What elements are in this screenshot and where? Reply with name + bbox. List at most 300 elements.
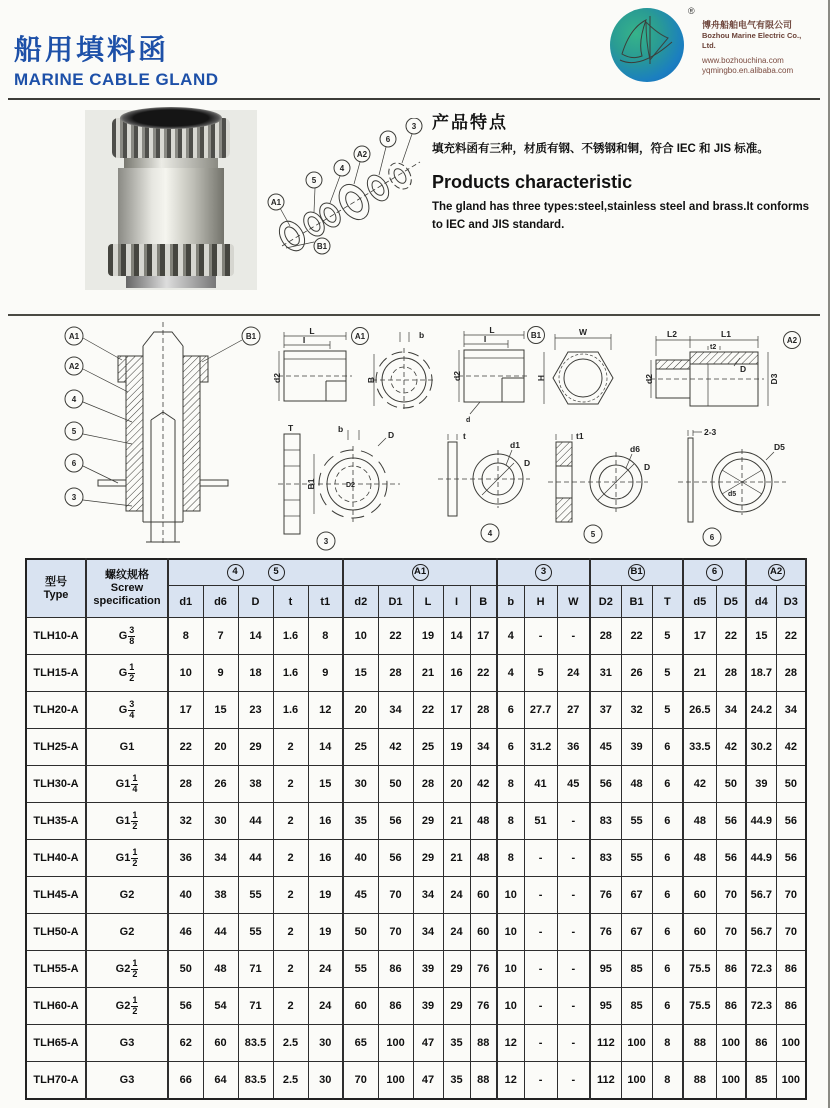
value-cell: 1.6 <box>273 655 308 692</box>
value-cell: 31 <box>590 655 621 692</box>
callout-label: A1 <box>270 198 282 207</box>
screw-cell <box>86 877 168 914</box>
callout-label: 4 <box>339 164 345 173</box>
dim-label: t <box>463 431 466 441</box>
callout-label: 6 <box>71 459 77 468</box>
value-cell: 1.6 <box>273 692 308 729</box>
value-cell: 48 <box>470 803 497 840</box>
value-cell: 42 <box>470 766 497 803</box>
value-cell: 1.6 <box>273 618 308 655</box>
value-cell: 44.9 <box>746 840 776 877</box>
type-cell: TLH70-A <box>26 1062 86 1100</box>
value-cell: 86 <box>716 951 746 988</box>
value-cell: 21 <box>683 655 716 692</box>
callout-label: A1 <box>354 332 366 341</box>
value-cell: 24.2 <box>746 692 776 729</box>
value-cell: 60 <box>683 877 716 914</box>
sail-icon <box>610 8 684 82</box>
part-group-header <box>590 559 683 586</box>
callout-label: B1 <box>530 331 542 340</box>
value-cell: 35 <box>443 1062 470 1100</box>
part6-detail-drawing <box>678 424 790 548</box>
value-cell: 50 <box>378 766 413 803</box>
dim-label: d <box>466 417 471 424</box>
screw-cell <box>86 988 168 1025</box>
value-cell: 21 <box>443 840 470 877</box>
value-cell: 12 <box>308 692 343 729</box>
dim-label: D <box>740 364 747 374</box>
value-cell: 35 <box>443 1025 470 1062</box>
value-cell: - <box>557 951 590 988</box>
screw-spec: G2 <box>119 926 135 938</box>
value-cell: - <box>557 618 590 655</box>
callout-label: 5 <box>71 427 77 436</box>
dim-column-header: b <box>497 586 524 618</box>
value-cell: 6 <box>497 692 524 729</box>
circled-part-label: 4 <box>227 564 244 581</box>
value-cell: 95 <box>590 951 621 988</box>
exploded-diagram <box>262 118 432 296</box>
value-cell: 70 <box>776 914 806 951</box>
value-cell: 2 <box>273 803 308 840</box>
value-cell: 30 <box>343 766 378 803</box>
value-cell: 40 <box>168 877 203 914</box>
value-cell: 88 <box>683 1025 716 1062</box>
logo-globe-sail-icon <box>610 8 684 82</box>
value-cell: 56 <box>590 766 621 803</box>
value-cell: 45 <box>557 766 590 803</box>
table-row <box>26 1062 806 1100</box>
value-cell: 71 <box>238 988 273 1025</box>
value-cell: 37 <box>590 692 621 729</box>
table-row <box>26 877 806 914</box>
value-cell: 22 <box>470 655 497 692</box>
type-cell: TLH35-A <box>26 803 86 840</box>
spec-table <box>25 558 807 1100</box>
value-cell: 75.5 <box>683 988 716 1025</box>
value-cell: 76 <box>470 988 497 1025</box>
callout-label: 3 <box>71 493 77 502</box>
value-cell: 85 <box>621 951 652 988</box>
callout-label: 4 <box>487 529 493 538</box>
dim-column-header: D <box>238 586 273 618</box>
value-cell: 56 <box>716 803 746 840</box>
value-cell: 10 <box>168 655 203 692</box>
gland-neck <box>124 158 218 168</box>
value-cell: 55 <box>343 951 378 988</box>
dim-column-header: D2 <box>590 586 621 618</box>
value-cell: 2 <box>273 914 308 951</box>
value-cell: 6 <box>652 840 683 877</box>
value-cell: 76 <box>470 951 497 988</box>
table-row <box>26 655 806 692</box>
value-cell: 39 <box>746 766 776 803</box>
value-cell: 46 <box>168 914 203 951</box>
value-cell: 2.5 <box>273 1025 308 1062</box>
value-cell: 83.5 <box>238 1062 273 1100</box>
gland-flange <box>126 276 216 288</box>
value-cell: 34 <box>203 840 238 877</box>
value-cell: 70 <box>378 877 413 914</box>
value-cell: 24 <box>308 988 343 1025</box>
value-cell: - <box>557 988 590 1025</box>
value-cell: 76 <box>590 914 621 951</box>
value-cell: 88 <box>470 1062 497 1100</box>
dim-column-header: d6 <box>203 586 238 618</box>
value-cell: 60 <box>683 914 716 951</box>
value-cell: 15 <box>308 766 343 803</box>
value-cell: 50 <box>716 766 746 803</box>
screw-cell <box>86 655 168 692</box>
value-cell: 5 <box>652 692 683 729</box>
value-cell: 50 <box>343 914 378 951</box>
part3-detail-drawing <box>278 424 403 551</box>
dim-column-header: t1 <box>308 586 343 618</box>
table-group-header-row <box>26 559 806 586</box>
value-cell: 27.7 <box>524 692 557 729</box>
value-cell: 51 <box>524 803 557 840</box>
value-cell: 6 <box>652 988 683 1025</box>
value-cell: 60 <box>470 914 497 951</box>
dim-label: L2 <box>667 329 677 339</box>
value-cell: 83.5 <box>238 1025 273 1062</box>
value-cell: 2 <box>273 877 308 914</box>
value-cell: 34 <box>716 692 746 729</box>
value-cell: 112 <box>590 1062 621 1100</box>
value-cell: 100 <box>621 1025 652 1062</box>
value-cell: 40 <box>343 840 378 877</box>
dim-column-header: B <box>470 586 497 618</box>
dim-column-header: d1 <box>168 586 203 618</box>
screw-spec: G1 $\frac{1}{2}$ <box>115 847 138 868</box>
value-cell: - <box>524 618 557 655</box>
value-cell: 86 <box>746 1025 776 1062</box>
value-cell: 100 <box>776 1062 806 1100</box>
value-cell: 56 <box>378 803 413 840</box>
value-cell: 28 <box>716 655 746 692</box>
value-cell: 48 <box>203 951 238 988</box>
value-cell: 56 <box>776 803 806 840</box>
value-cell: 8 <box>308 618 343 655</box>
callout-label: B1 <box>245 332 257 341</box>
value-cell: 83 <box>590 840 621 877</box>
value-cell: 29 <box>413 803 443 840</box>
value-cell: 10 <box>497 988 524 1025</box>
callout-label: 6 <box>385 135 391 144</box>
value-cell: 12 <box>497 1062 524 1100</box>
col-header-type: 型号 Type <box>26 559 86 618</box>
value-cell: 72.3 <box>746 988 776 1025</box>
value-cell: 56 <box>378 840 413 877</box>
value-cell: 25 <box>343 729 378 766</box>
screw-spec: G2 $\frac{1}{2}$ <box>115 958 138 979</box>
dim-column-header: D1 <box>378 586 413 618</box>
value-cell: 6 <box>652 766 683 803</box>
gland-top-nut <box>112 118 230 158</box>
value-cell: 30.2 <box>746 729 776 766</box>
value-cell: 47 <box>413 1025 443 1062</box>
table-row <box>26 988 806 1025</box>
value-cell: 10 <box>343 618 378 655</box>
dim-label: D2 <box>346 482 355 489</box>
value-cell: 10 <box>497 951 524 988</box>
value-cell: 42 <box>683 766 716 803</box>
value-cell: - <box>524 840 557 877</box>
value-cell: 33.5 <box>683 729 716 766</box>
value-cell: 39 <box>413 988 443 1025</box>
value-cell: 44 <box>238 803 273 840</box>
callout-label: B1 <box>316 242 328 251</box>
value-cell: 18 <box>238 655 273 692</box>
value-cell: 34 <box>378 692 413 729</box>
value-cell: 50 <box>776 766 806 803</box>
value-cell: 47 <box>413 1062 443 1100</box>
dim-label: d2 <box>272 373 282 383</box>
value-cell: 100 <box>716 1062 746 1100</box>
value-cell: 34 <box>776 692 806 729</box>
circled-part-label: 3 <box>535 564 552 581</box>
value-cell: 42 <box>378 729 413 766</box>
value-cell: 42 <box>716 729 746 766</box>
dim-column-header: d2 <box>343 586 378 618</box>
screw-spec: G $\frac{3}{8}$ <box>118 625 135 646</box>
value-cell: 23 <box>238 692 273 729</box>
value-cell: 36 <box>557 729 590 766</box>
value-cell: 5 <box>524 655 557 692</box>
value-cell: 4 <box>497 655 524 692</box>
value-cell: 48 <box>621 766 652 803</box>
a1-detail-drawing <box>272 326 446 426</box>
value-cell: 4 <box>497 618 524 655</box>
value-cell: 100 <box>378 1062 413 1100</box>
value-cell: 67 <box>621 877 652 914</box>
value-cell: 2 <box>273 951 308 988</box>
value-cell: 22 <box>378 618 413 655</box>
value-cell: 45 <box>343 877 378 914</box>
callout-label: 3 <box>323 537 329 546</box>
value-cell: 15 <box>203 692 238 729</box>
value-cell: 22 <box>776 618 806 655</box>
callout-label: A2 <box>68 362 80 371</box>
dim-label: d2 <box>452 371 462 381</box>
value-cell: 28 <box>470 692 497 729</box>
table-row <box>26 766 806 803</box>
value-cell: 30 <box>308 1025 343 1062</box>
value-cell: 56 <box>776 840 806 877</box>
screw-spec: G1 $\frac{1}{2}$ <box>115 810 138 831</box>
features-heading-en: Products characteristic <box>432 172 633 193</box>
value-cell: 55 <box>621 840 652 877</box>
part-group-header <box>746 559 806 586</box>
value-cell: 2 <box>273 840 308 877</box>
value-cell: 9 <box>308 655 343 692</box>
value-cell: 28 <box>168 766 203 803</box>
dim-label: 2-3 <box>704 427 717 437</box>
callout-label: 5 <box>311 176 317 185</box>
dim-column-header: L <box>413 586 443 618</box>
dim-label: d2 <box>644 374 654 384</box>
value-cell: 70 <box>343 1062 378 1100</box>
screw-spec: G1 $\frac{1}{4}$ <box>115 773 138 794</box>
dim-label: d6 <box>630 444 640 454</box>
value-cell: 85 <box>746 1062 776 1100</box>
value-cell: 6 <box>652 729 683 766</box>
value-cell: 55 <box>238 877 273 914</box>
value-cell: 55 <box>238 914 273 951</box>
value-cell: 100 <box>621 1062 652 1100</box>
part-group-header <box>497 559 590 586</box>
value-cell: 14 <box>238 618 273 655</box>
callout-label: 5 <box>590 530 596 539</box>
company-name-cn: 博舟船舶电气有限公司 <box>702 20 793 30</box>
value-cell: 112 <box>590 1025 621 1062</box>
value-cell: 42 <box>776 729 806 766</box>
value-cell: 86 <box>776 951 806 988</box>
value-cell: 28 <box>413 766 443 803</box>
value-cell: 6 <box>652 803 683 840</box>
value-cell: 27 <box>557 692 590 729</box>
value-cell: 26 <box>203 766 238 803</box>
type-cell: TLH20-A <box>26 692 86 729</box>
dim-label: D <box>388 430 395 440</box>
value-cell: 28 <box>590 618 621 655</box>
value-cell: 21 <box>413 655 443 692</box>
type-cell: TLH10-A <box>26 618 86 655</box>
value-cell: 5 <box>652 655 683 692</box>
callout-label: 4 <box>71 395 77 404</box>
value-cell: 16 <box>308 840 343 877</box>
dim-label: B1 <box>306 478 316 490</box>
screw-spec: G3 <box>119 1037 135 1049</box>
part5-detail-drawing <box>548 428 653 546</box>
table-row <box>26 618 806 655</box>
value-cell: 24 <box>557 655 590 692</box>
dim-column-header: D3 <box>776 586 806 618</box>
value-cell: - <box>524 914 557 951</box>
value-cell: 9 <box>203 655 238 692</box>
table-row <box>26 951 806 988</box>
type-cell: TLH65-A <box>26 1025 86 1062</box>
table-row <box>26 729 806 766</box>
value-cell: 6 <box>652 951 683 988</box>
dim-column-header: D5 <box>716 586 746 618</box>
screw-cell <box>86 1025 168 1062</box>
value-cell: 71 <box>238 951 273 988</box>
part4-detail-drawing <box>438 428 533 546</box>
value-cell: 8 <box>652 1062 683 1100</box>
dim-label: t2 <box>710 344 717 351</box>
value-cell: 30 <box>203 803 238 840</box>
page-title-en: MARINE CABLE GLAND <box>14 70 219 89</box>
value-cell: 86 <box>776 988 806 1025</box>
company-text <box>702 20 810 76</box>
value-cell: 38 <box>238 766 273 803</box>
value-cell: - <box>524 1025 557 1062</box>
value-cell: 26 <box>621 655 652 692</box>
dim-label: D5 <box>774 442 785 452</box>
value-cell: - <box>557 1062 590 1100</box>
part-group-header <box>343 559 497 586</box>
value-cell: 85 <box>621 988 652 1025</box>
dim-column-header: B1 <box>621 586 652 618</box>
value-cell: 2 <box>273 988 308 1025</box>
dim-label: L <box>489 325 495 335</box>
screw-cell <box>86 914 168 951</box>
dim-label: D <box>524 458 531 468</box>
value-cell: 8 <box>497 840 524 877</box>
value-cell: 20 <box>203 729 238 766</box>
callout-label: A1 <box>68 332 80 341</box>
screw-cell <box>86 766 168 803</box>
value-cell: 39 <box>621 729 652 766</box>
value-cell: 22 <box>168 729 203 766</box>
value-cell: 95 <box>590 988 621 1025</box>
company-site-2: yqmingbo.en.alibaba.com <box>702 66 794 75</box>
table-row <box>26 692 806 729</box>
table-row <box>26 803 806 840</box>
value-cell: 24 <box>308 951 343 988</box>
circled-part-label: A2 <box>768 564 785 581</box>
value-cell: 8 <box>652 1025 683 1062</box>
screw-cell <box>86 692 168 729</box>
screw-spec: G3 <box>119 1074 135 1086</box>
value-cell: 26.5 <box>683 692 716 729</box>
type-cell: TLH25-A <box>26 729 86 766</box>
dim-label: d1 <box>510 440 520 450</box>
value-cell: 2.5 <box>273 1062 308 1100</box>
value-cell: 12 <box>497 1025 524 1062</box>
value-cell: 22 <box>413 692 443 729</box>
type-cell: TLH40-A <box>26 840 86 877</box>
value-cell: 88 <box>470 1025 497 1062</box>
value-cell: 60 <box>343 988 378 1025</box>
value-cell: 34 <box>413 877 443 914</box>
value-cell: 56 <box>168 988 203 1025</box>
dim-label: D <box>644 462 651 472</box>
value-cell: 66 <box>168 1062 203 1100</box>
type-cell: TLH60-A <box>26 988 86 1025</box>
screw-cell <box>86 803 168 840</box>
screw-cell <box>86 1062 168 1100</box>
table-row <box>26 914 806 951</box>
screw-cell <box>86 618 168 655</box>
value-cell: - <box>524 988 557 1025</box>
callout-label: A2 <box>786 336 798 345</box>
value-cell: 75.5 <box>683 951 716 988</box>
screw-spec: G $\frac{1}{2}$ <box>118 662 135 683</box>
value-cell: 28 <box>378 655 413 692</box>
dim-label: L1 <box>721 329 731 339</box>
features-body-en: The gland has three types:steel,stainless steel and brass.It conforms to IEC and JIS standard. <box>432 201 810 231</box>
features-block <box>432 108 820 234</box>
screw-spec: G1 <box>119 741 135 753</box>
type-cell: TLH50-A <box>26 914 86 951</box>
part-group-header <box>683 559 746 586</box>
screw-spec: G2 <box>119 889 135 901</box>
screw-cell <box>86 951 168 988</box>
dim-label: W <box>578 327 588 337</box>
value-cell: 44.9 <box>746 803 776 840</box>
value-cell: - <box>557 840 590 877</box>
value-cell: 50 <box>168 951 203 988</box>
col-header-screw: 螺纹规格 Screw specification <box>86 559 168 618</box>
value-cell: 8 <box>497 803 524 840</box>
value-cell: 17 <box>168 692 203 729</box>
dim-label: L <box>309 326 315 336</box>
page-header <box>0 0 828 98</box>
value-cell: 19 <box>443 729 470 766</box>
value-cell: 6 <box>497 729 524 766</box>
